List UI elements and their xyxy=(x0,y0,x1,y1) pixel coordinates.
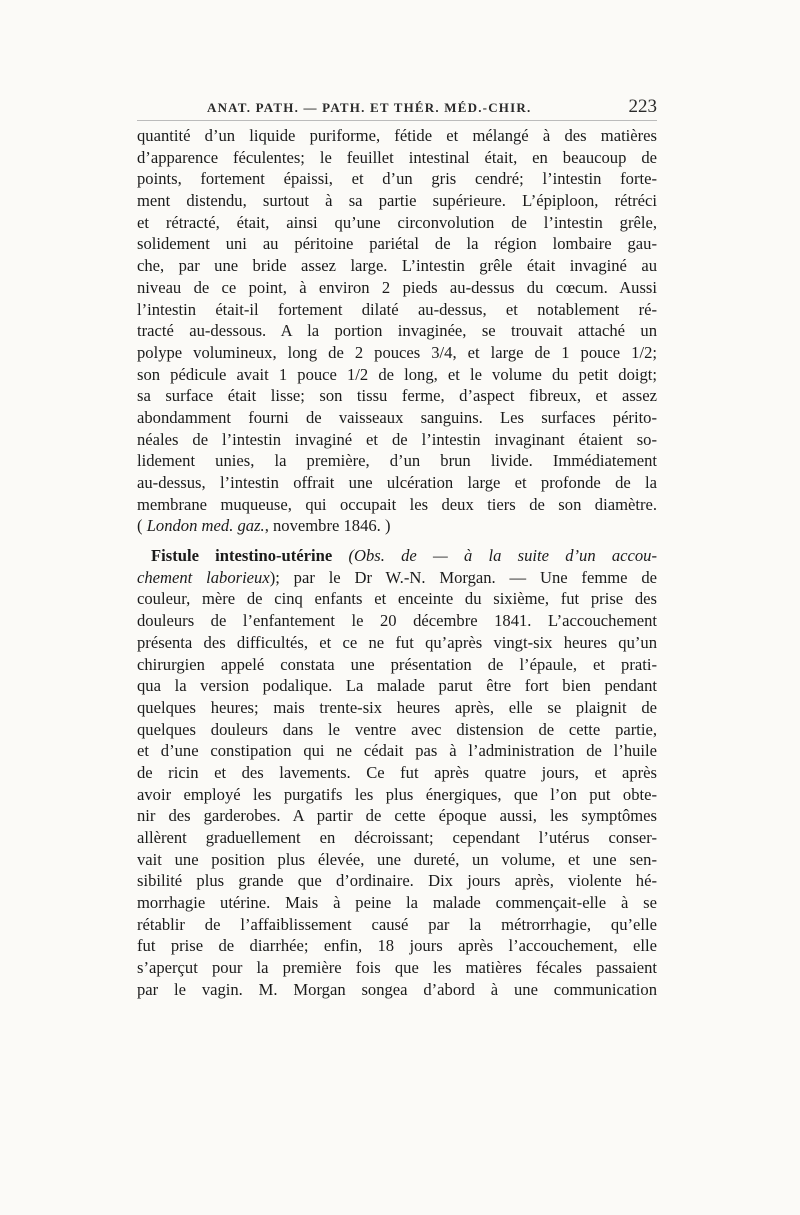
citation-date: , novembre 1846. ) xyxy=(264,516,391,536)
text-line: d’apparence féculentes; le feuillet intestinal était, en beaucoup de xyxy=(137,147,657,167)
citation-source: London med. gaz. xyxy=(146,516,265,536)
article-author: ); par le Dr W.-N. Morgan. — Une femme de xyxy=(269,567,657,587)
text-line: membrane muqueuse, qui occupait les deux tiers de son diamètre. xyxy=(137,494,657,514)
text-line: l’intestin était-il fortement dilaté au-dessus, et notablement ré- xyxy=(137,299,657,319)
text-line: son pédicule avait 1 pouce 1/2 de long, et le volume du petit doigt; xyxy=(137,364,657,384)
text-line: quelques heures; mais trente-six heures après, elle se plaignit de xyxy=(137,697,657,717)
article-heading-line xyxy=(137,545,657,567)
text-line: abondamment fourni de vaisseaux sanguins. Les surfaces périto- xyxy=(137,407,657,427)
text-line: au-dessus, l’intestin offrait une ulcération large et profonde de la xyxy=(137,473,657,492)
text-line: douleurs de l’enfantement le 20 décembre 1841. L’accouchement xyxy=(137,611,657,631)
text-line: allèrent graduellement en décroissant; cependant l’utérus conser- xyxy=(137,828,657,847)
text-line: polype volumineux, long de 2 pouces 3/4, et large de 1 pouce 1/2; xyxy=(137,342,657,362)
citation-open: ( xyxy=(137,516,147,536)
article-obs-cont: chement laborieux xyxy=(137,567,270,587)
text-line: avoir employé les purgatifs les plus énergiques, que l’on put obte- xyxy=(137,784,657,804)
citation-line xyxy=(137,515,657,537)
text-line: présenta des difficultés, et ce ne fut qu’après vingt-six heures qu’un xyxy=(137,632,657,652)
text-line: vait une position plus élevée, une dureté, un volume, et une sen- xyxy=(137,849,657,869)
text-line: niveau de ce point, à environ 2 pieds au-dessus du cœcum. Aussi xyxy=(137,277,657,297)
text-line: quantité d’un liquide puriforme, fétide et mélangé à des matières xyxy=(137,126,657,145)
text-line: chirurgien appelé constata une présentation de l’épaule, et prati- xyxy=(137,654,657,674)
paragraph-gap xyxy=(137,537,657,545)
book-page xyxy=(137,92,657,1001)
text-line xyxy=(137,567,657,589)
text-line: qua la version podalique. La malade parut être fort bien pendant xyxy=(137,676,657,696)
text-line: sibilité plus grande que d’ordinaire. Dix jours après, violente hé- xyxy=(137,871,657,891)
running-head: ANAT. PATH. — PATH. ET THÉR. MÉD.-CHIR. xyxy=(207,100,532,115)
article-obs: (Obs. de — à la suite d’un accou- xyxy=(332,546,657,566)
text-line: lidement unies, la première, d’un brun livide. Immédiatement xyxy=(137,451,657,471)
page-number: 223 xyxy=(628,96,657,117)
text-line: points, fortement épaissi, et d’un gris cendré; l’intestin forte- xyxy=(137,169,657,189)
text-line: et d’une constipation qui ne cédait pas à l’administration de l’huile xyxy=(137,741,657,761)
text-line: ment distendu, surtout à sa partie supérieure. L’épiploon, rétréci xyxy=(137,191,657,211)
paragraph-intestine-polyp xyxy=(137,125,657,537)
text-line: morrhagie utérine. Mais à peine la malade commençait-elle à se xyxy=(137,893,657,913)
text-line: nir des garderobes. A partir de cette époque aussi, les symptômes xyxy=(137,806,657,826)
text-line: solidement uni au péritoine pariétal de la région lombaire gau- xyxy=(137,234,657,254)
text-line: et rétracté, était, ainsi qu’une circonvolution de l’intestin grêle, xyxy=(137,212,657,232)
text-line: rétablir de l’affaiblissement causé par la métrorrhagie, qu’elle xyxy=(137,914,657,934)
text-line: fut prise de diarrhée; enfin, 18 jours après l’accouchement, elle xyxy=(137,936,657,956)
text-line: che, par une bride assez large. L’intestin grêle était invaginé au xyxy=(137,256,657,276)
text-line: sa surface était lisse; son tissu ferme, d’aspect fibreux, et assez xyxy=(137,386,657,406)
text-line: tracté au-dessous. A la portion invaginée, se trouvait attaché un xyxy=(137,321,657,341)
article-title: Fistule intestino-utérine xyxy=(151,546,333,566)
text-line: s’aperçut pour la première fois que les matières fécales passaient xyxy=(137,958,657,978)
paragraph-fistula xyxy=(137,545,657,1000)
text-line: de ricin et des lavements. Ce fut après quatre jours, et après xyxy=(137,762,657,782)
text-line: quelques douleurs dans le ventre avec distension de cette partie, xyxy=(137,719,657,739)
text-line: couleur, mère de cinq enfants et enceinte du sixième, fut prise des xyxy=(137,589,657,609)
text-line: par le vagin. M. Morgan songea d’abord à une communication xyxy=(137,979,657,999)
text-line: néales de l’intestin invaginé et de l’intestin invaginant étaient so- xyxy=(137,429,657,449)
page-header xyxy=(137,92,657,121)
